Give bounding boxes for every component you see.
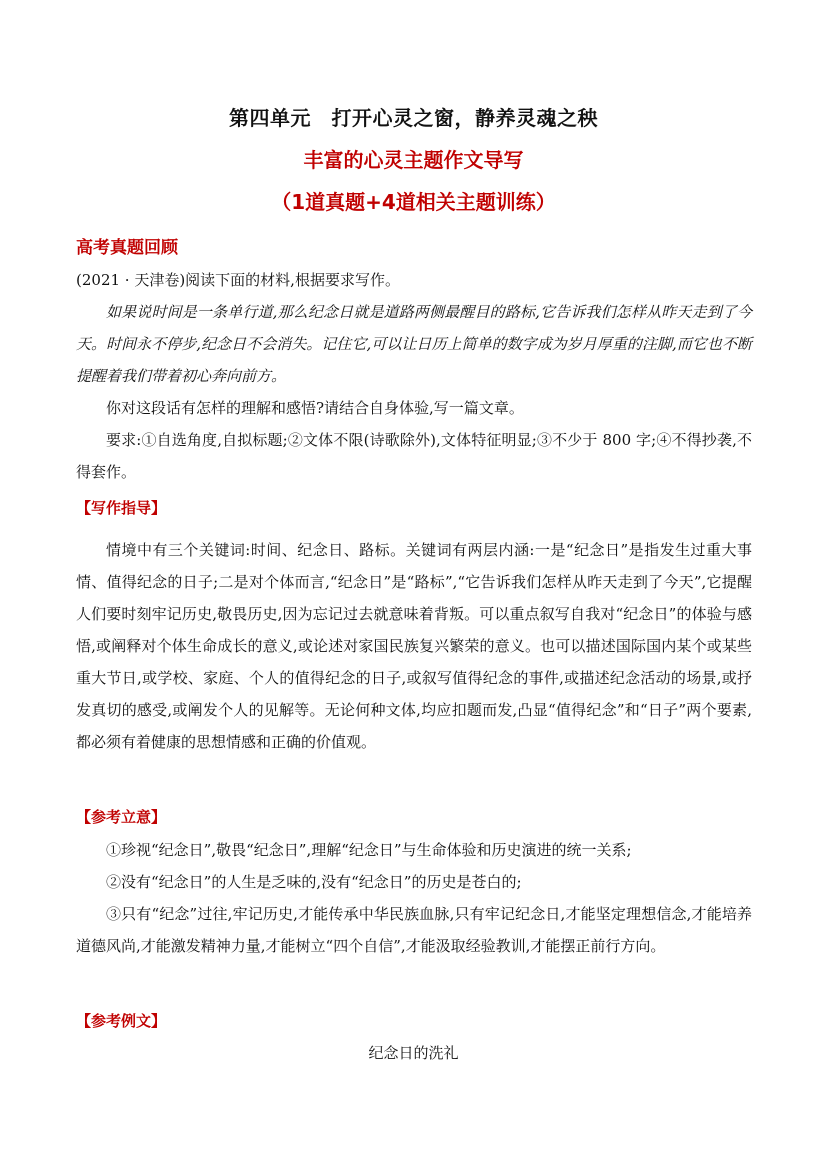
sample-label: 【参考例文】: [76, 1012, 167, 1030]
ideas-block: [76, 834, 752, 962]
idea-item: ③只有“纪念”过往,牢记历史,才能传承中华民族血脉,只有牢记纪念日,才能坚定理想信念,才能培养道德风尚,才能激发精神力量,才能树立“四个自信”,才能汲取经验教训,才能摆正前行方向。: [76, 905, 752, 955]
material-text: 如果说时间是一条单行道,那么纪念日就是道路两侧最醒目的路标,它告诉我们怎样从昨天走到了今天。时间永不停步,纪念日不会消失。记住它,可以让日历上简单的数字成为岁月厚重的注脚,而它也不断提醒着我们带着初心奔向前方。: [76, 303, 752, 385]
guidance-text: 情境中有三个关键词:时间、纪念日、路标。关键词有两层内涵:一是“纪念日”是指发生过重大事情、值得纪念的日子;二是对个体而言,“纪念日”是“路标”,“它告诉我们怎样从昨天走到了今天”,它提醒人们要时刻牢记历史,敬畏历史,因为忘记过去就意味着背叛。可以重点叙写自我对“纪念日”的体验与感悟,或阐释对个体生命成长的意义,或论述对家国民族复兴繁荣的意义。也可以描述国际国内某个或某些重大节日,或学校、家庭、个人的值得纪念的日子,或叙写值得纪念的事件,或描述纪念活动的场景,或抒发真切的感受,或阐发个人的见解等。无论何种文体,均应扣题而发,凸显“值得纪念”和“日子”两个要素,都必须有着健康的思想情感和正确的价值观。: [76, 541, 752, 751]
essay-title: 纪念日的洗礼: [368, 1044, 459, 1062]
review-block: [76, 264, 752, 488]
ideas-label: 【参考立意】: [76, 808, 167, 826]
requirements-text: 要求:①自选角度,自拟标题;②文体不限(诗歌除外),文体特征明显;③不少于 800 字;④不得抄袭,不得套作。: [76, 431, 752, 481]
review-heading: 高考真题回顾: [76, 238, 178, 258]
subtitle-count: （1道真题+4道相关主题训练）: [271, 190, 556, 214]
idea-item: ①珍视“纪念日”,敬畏“纪念日”,理解“纪念日”与生命体验和历史演进的统一关系;: [106, 841, 632, 859]
subtitle: 丰富的心灵主题作文导写: [303, 148, 524, 172]
idea-item: ②没有“纪念日”的人生是乏味的,没有“纪念日”的历史是苍白的;: [106, 873, 522, 891]
source-line: (2021 · 天津卷)阅读下面的材料,根据要求写作。: [76, 271, 400, 289]
guidance-label: 【写作指导】: [76, 499, 167, 517]
guidance-block: [76, 534, 752, 758]
question-text: 你对这段话有怎样的理解和感悟?请结合自身体验,写一篇文章。: [106, 399, 524, 417]
unit-title: 第四单元 打开心灵之窗，静养灵魂之秧: [229, 106, 598, 130]
